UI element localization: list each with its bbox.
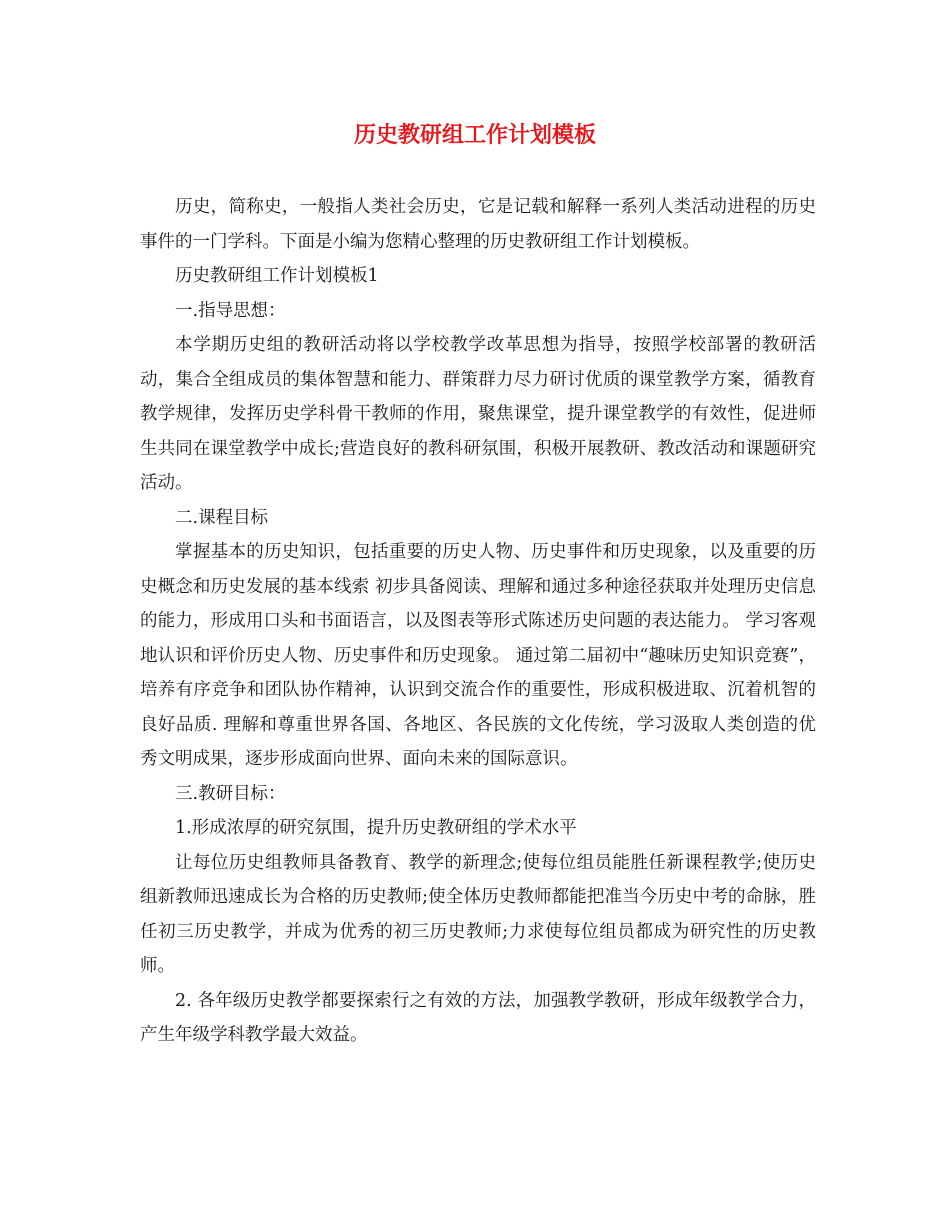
document-body bbox=[140, 190, 816, 1053]
document-title: 历史教研组工作计划模板 bbox=[353, 122, 596, 148]
paragraph-grade-teaching: 2. 各年级历史教学都要探索行之有效的方法，加强教学教研，形成年级教学合力，产生年级学科教学最大效益。 bbox=[140, 990, 816, 1045]
paragraph-guiding-ideology: 本学期历史组的教研活动将以学校教学改革思想为指导，按照学校部署的教研活动，集合全组成员的集体智慧和能力、群策群力尽力研讨优质的课堂教学方案，循教育教学规律，发挥历史学科骨干教师的作用，聚焦课堂，提升课堂教学的有效性，促进师生共同在课堂教学中成长;营造良好的教科研氛围，积极开展教研、教改活动和课题研究活动。 bbox=[140, 335, 816, 493]
intro-paragraph: 历史，简称史，一般指人类社会历史，它是记载和解释一系列人类活动进程的历史事件的一门学科。下面是小编为您精心整理的历史教研组工作计划模板。 bbox=[140, 197, 816, 252]
heading-research-objectives: 三.教研目标： bbox=[175, 783, 286, 804]
paragraph-teacher-development: 让每位历史组教师具备教育、教学的新理念;使每位组员能胜任新课程教学;使历史组新教师迅速成长为合格的历史教师;使全体历史教师都能把准当今历史中考的命脉，胜任初三历史教学，并成为优秀的初三历史教师;力求使每位组员都成为研究性的历史教师。 bbox=[140, 852, 816, 976]
subheading-research-atmosphere: 1.形成浓厚的研究氛围，提升历史教研组的学术水平 bbox=[175, 818, 577, 838]
heading-guiding-ideology: 一.指导思想： bbox=[175, 300, 286, 321]
paragraph-course-objectives: 掌握基本的历史知识，包括重要的历史人物、历史事件和历史现象，以及重要的历史概念和历史发展的基本线索 初步具备阅读、理解和通过多种途径获取并处理历史信息的能力，形成用口头和书面语言，以及图表等形式陈述历史问题的表达能力。 学习客观地认识和评价历史人物、历史事件和历史现象。 通过第二届初中“趣味历史知识竞赛”，培养有序竞争和团队协作精神，认识到交流合作的重要性，形成积极进取、沉着机智的良好品质. 理解和尊重世界各国、各地区、各民族的文化传统，学习汲取人类创造的优秀文明成果，逐步形成面向世界、面向未来的国际意识。 bbox=[140, 542, 816, 769]
section-heading-template-1: 历史教研组工作计划模板1 bbox=[175, 266, 379, 286]
heading-course-objectives: 二.课程目标 bbox=[175, 507, 269, 528]
